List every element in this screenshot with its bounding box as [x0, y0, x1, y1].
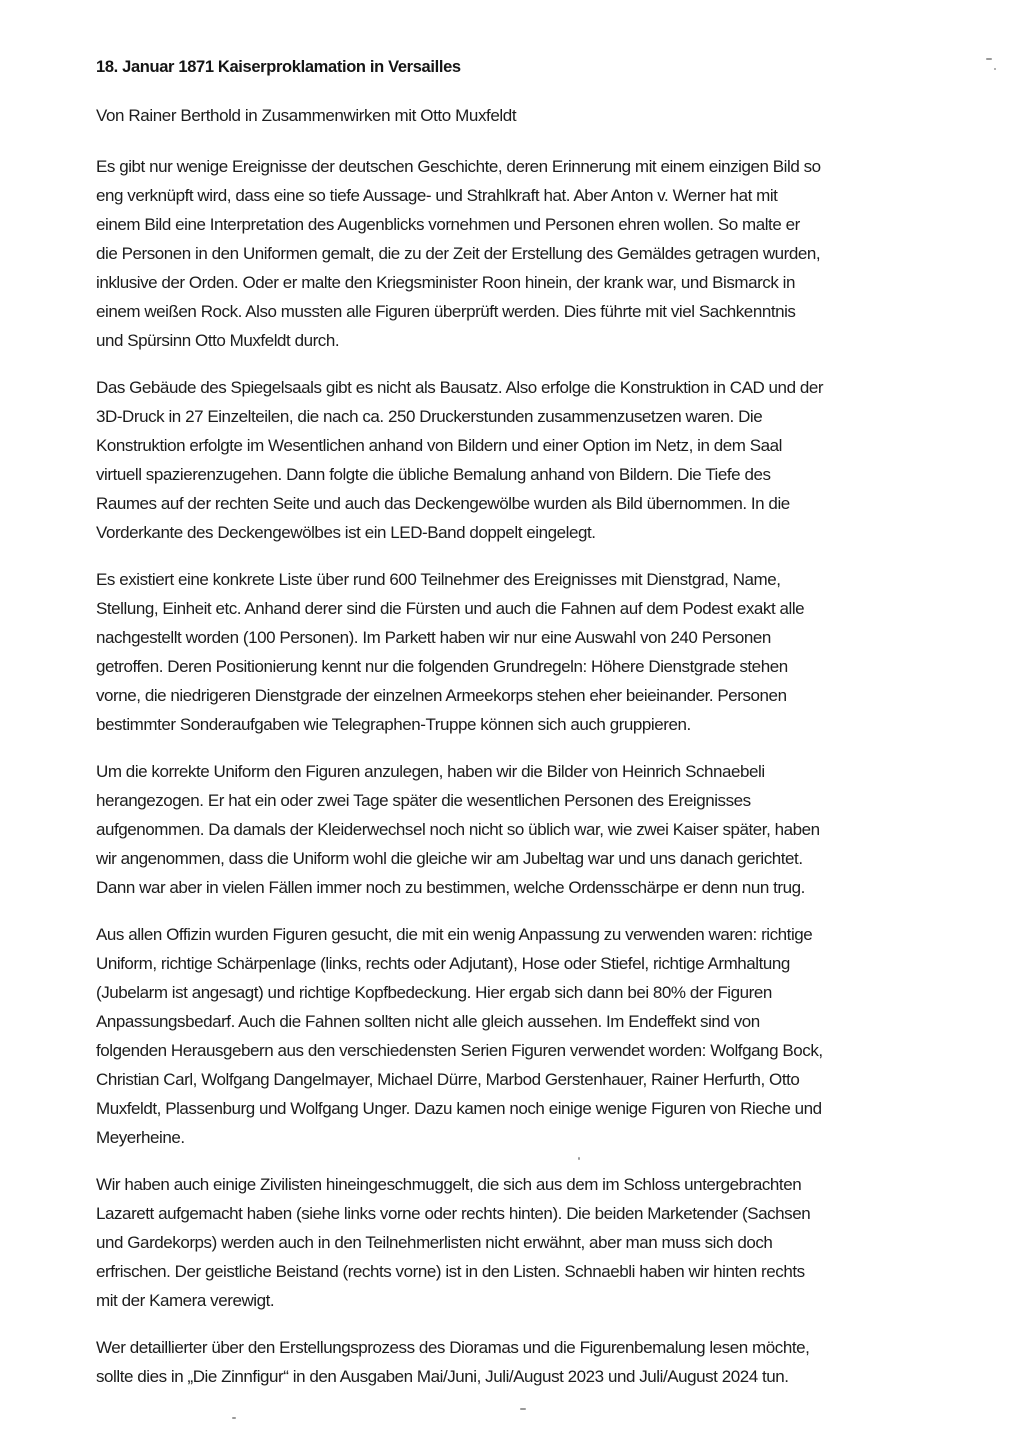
paragraph-line: Vorderkante des Deckengewölbes ist ein LED-Band doppelt eingelegt. — [96, 523, 596, 542]
paragraph-line: getroffen. Deren Positionierung kennt nur die folgenden Grundregeln: Höhere Dienstgrade stehen — [96, 657, 788, 676]
paragraph-line: vorne, die niedrigeren Dienstgrade der einzelnen Armeekorps stehen eher beieinander. Personen — [96, 686, 787, 705]
paragraph-intro — [96, 152, 976, 355]
paragraph-line: Wer detaillierter über den Erstellungsprozess des Dioramas und die Figurenbemalung lesen möchte, — [96, 1338, 810, 1357]
paragraph-line: sollte dies in „Die Zinnfigur“ in den Ausgaben Mai/Juni, Juli/August 2023 und Juli/August 2024 tun. — [96, 1367, 789, 1386]
paragraph-line: Christian Carl, Wolfgang Dangelmayer, Michael Dürre, Marbod Gerstenhauer, Rainer Herfurth, Otto — [96, 1070, 800, 1089]
paragraph-line: folgenden Herausgebern aus den verschiedensten Serien Figuren verwendet worden: Wolfgang Bock, — [96, 1041, 823, 1060]
paragraph-line: Konstruktion erfolgte im Wesentlichen anhand von Bildern und einer Option im Netz, in dem Saal — [96, 436, 782, 455]
paragraph-line: Raumes auf der rechten Seite und auch das Deckengewölbe wurden als Bild übernommen. In die — [96, 494, 790, 513]
paragraph-further-reading — [96, 1333, 976, 1391]
paragraph-line: die Personen in den Uniformen gemalt, die zu der Zeit der Erstellung des Gemäldes getragen wurden, — [96, 244, 821, 263]
paragraph-line: herangezogen. Er hat ein oder zwei Tage später die wesentlichen Personen des Ereignisses — [96, 791, 751, 810]
scan-speck — [520, 1408, 526, 1410]
paragraph-line: und Spürsinn Otto Muxfeldt durch. — [96, 331, 340, 350]
scan-speck — [232, 1417, 236, 1419]
paragraph-line: Dann war aber in vielen Fällen immer noch zu bestimmen, welche Ordensschärpe er denn nun trug. — [96, 878, 805, 897]
paragraph-line: Stellung, Einheit etc. Anhand derer sind die Fürsten und auch die Fahnen auf dem Podest exakt alle — [96, 599, 805, 618]
paragraph-uniforms — [96, 757, 976, 902]
paragraph-line: nachgestellt worden (100 Personen). Im Parkett haben wir nur eine Auswahl von 240 Personen — [96, 628, 771, 647]
scan-speck — [578, 1157, 580, 1160]
paragraph-line: inklusive der Orden. Oder er malte den Kriegsminister Roon hinein, der krank war, und Bismarck in — [96, 273, 796, 292]
paragraph-line: einem weißen Rock. Also mussten alle Figuren überprüft werden. Dies führte mit viel Sachkenntnis — [96, 302, 796, 321]
paragraph-line: und Gardekorps) werden auch in den Teilnehmerlisten nicht erwähnt, aber man muss sich doch — [96, 1233, 773, 1252]
paragraph-line: virtuell spazierenzugehen. Dann folgte die übliche Bemalung anhand von Bildern. Die Tiefe des — [96, 465, 771, 484]
paragraph-line: Muxfeldt, Plassenburg und Wolfgang Unger. Dazu kamen noch einige wenige Figuren von Rieche und — [96, 1099, 822, 1118]
paragraph-civilians — [96, 1170, 976, 1315]
paragraph-line: Es existiert eine konkrete Liste über rund 600 Teilnehmer des Ereignisses mit Dienstgrad, Name, — [96, 570, 781, 589]
paragraph-line: wir angenommen, dass die Uniform wohl die gleiche wir am Jubeltag war und uns danach gerichtet. — [96, 849, 803, 868]
paragraph-line: Wir haben auch einige Zivilisten hineingeschmuggelt, die sich aus dem im Schloss untergebrachten — [96, 1175, 802, 1194]
paragraph-figures — [96, 920, 976, 1152]
paragraph-building — [96, 373, 976, 547]
scan-speck — [994, 68, 996, 70]
paragraph-line: erfrischen. Der geistliche Beistand (rechts vorne) ist in den Listen. Schnaebli haben wir hinten rechts — [96, 1262, 805, 1281]
paragraph-line: Meyerheine. — [96, 1128, 185, 1147]
paragraph-line: Lazarett aufgemacht haben (siehe links vorne oder rechts hinten). Die beiden Marketender (Sachsen — [96, 1204, 811, 1223]
paragraph-line: Es gibt nur wenige Ereignisse der deutschen Geschichte, deren Erinnerung mit einem einzigen Bild so — [96, 157, 821, 176]
document-title: 18. Januar 1871 Kaiserproklamation in Versailles — [96, 58, 461, 76]
scan-speck — [986, 58, 992, 60]
document-page — [96, 56, 976, 1409]
paragraph-line: aufgenommen. Da damals der Kleiderwechsel noch nicht so üblich war, wie zwei Kaiser später, haben — [96, 820, 820, 839]
paragraph-line: mit der Kamera verewigt. — [96, 1291, 275, 1310]
paragraph-line: Uniform, richtige Schärpenlage (links, rechts oder Adjutant), Hose oder Stiefel, richtige Armhaltung — [96, 954, 790, 973]
document-body — [96, 152, 976, 1391]
paragraph-line: Das Gebäude des Spiegelsaals gibt es nicht als Bausatz. Also erfolge die Konstruktion in CAD und der — [96, 378, 824, 397]
paragraph-line: einem Bild eine Interpretation des Augenblicks vornehmen und Personen ehren wollen. So malte er — [96, 215, 800, 234]
document-byline: Von Rainer Berthold in Zusammenwirken mit Otto Muxfeldt — [96, 106, 517, 125]
paragraph-line: bestimmter Sonderaufgaben wie Telegraphen-Truppe können sich auch gruppieren. — [96, 715, 691, 734]
paragraph-line: (Jubelarm ist angesagt) und richtige Kopfbedeckung. Hier ergab sich dann bei 80% der Figuren — [96, 983, 772, 1002]
paragraph-line: Um die korrekte Uniform den Figuren anzulegen, haben wir die Bilder von Heinrich Schnaebeli — [96, 762, 765, 781]
paragraph-participants — [96, 565, 976, 739]
paragraph-line: 3D-Druck in 27 Einzelteilen, die nach ca. 250 Druckerstunden zusammenzusetzen waren. Die — [96, 407, 763, 426]
paragraph-line: Aus allen Offizin wurden Figuren gesucht, die mit ein wenig Anpassung zu verwenden waren: richtige — [96, 925, 813, 944]
paragraph-line: Anpassungsbedarf. Auch die Fahnen sollten nicht alle gleich aussehen. Im Endeffekt sind von — [96, 1012, 760, 1031]
paragraph-line: eng verknüpft wird, dass eine so tiefe Aussage- und Strahlkraft hat. Aber Anton v. Werner hat mit — [96, 186, 778, 205]
